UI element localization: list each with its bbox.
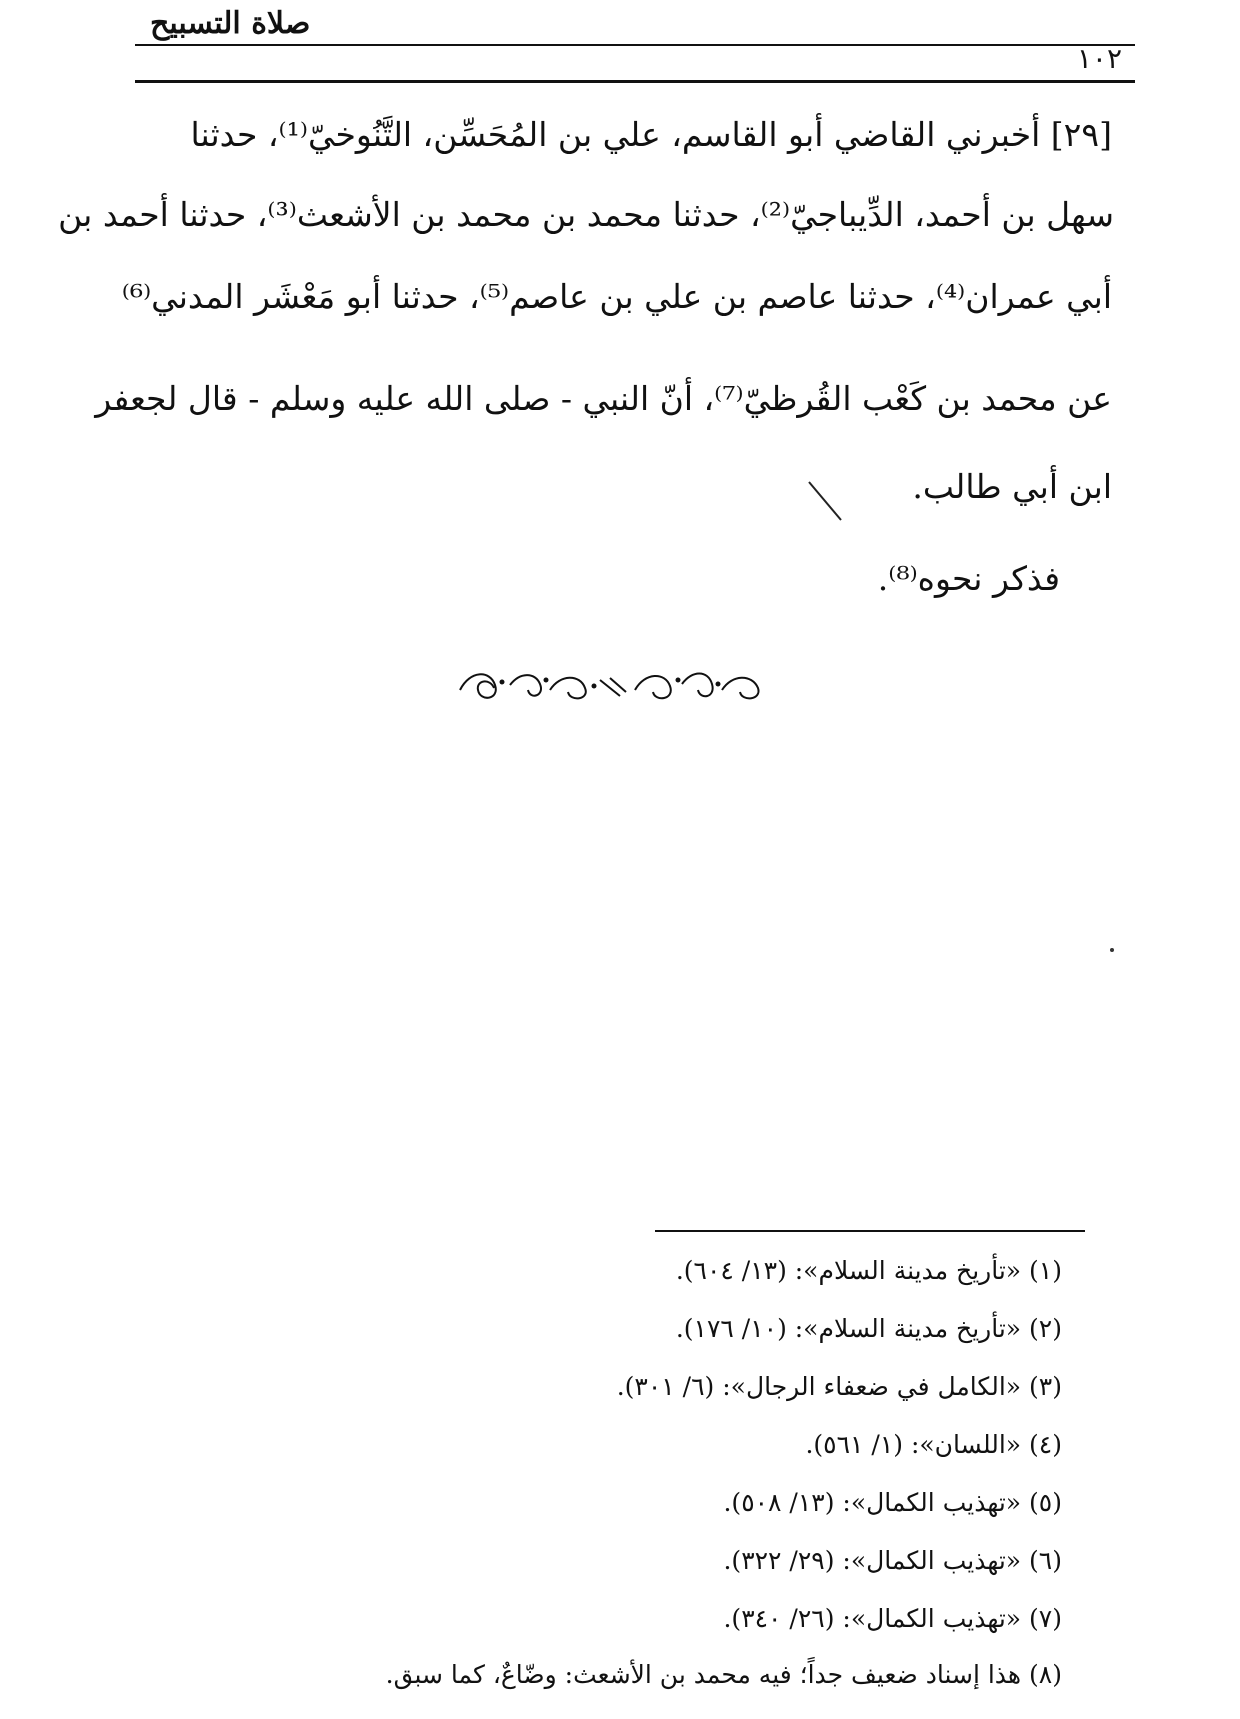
footnote: (٢) «تأريخ مدينة السلام»: (١٠/ ١٧٦). xyxy=(675,1314,1062,1343)
body-line: سهل بن أحمد، الدِّيباجيّ⁽²⁾، حدثنا محمد بن محمد بن الأشعث⁽³⁾، حدثنا أحمد بن xyxy=(58,195,1114,234)
footnote: (٧) «تهذيب الكمال»: (٢٦/ ٣٤٠). xyxy=(723,1604,1062,1633)
title-underline xyxy=(135,44,1135,46)
footnote-separator xyxy=(655,1230,1085,1232)
footnote: (٦) «تهذيب الكمال»: (٢٩/ ٣٢٢). xyxy=(723,1546,1062,1575)
header-rule xyxy=(135,80,1135,83)
footnote: (١) «تأريخ مدينة السلام»: (١٣/ ٦٠٤). xyxy=(675,1256,1062,1285)
ornament-divider xyxy=(450,660,770,710)
footnote: (٥) «تهذيب الكمال»: (١٣/ ٥٠٨). xyxy=(723,1488,1062,1517)
footnote: (٣) «الكامل في ضعفاء الرجال»: (٦/ ٣٠١). xyxy=(616,1372,1062,1401)
body-line: [٢٩] أخبرني القاضي أبو القاسم، علي بن المُحَسِّن، التَّنُوخيّ⁽¹⁾، حدثنا xyxy=(190,115,1112,154)
stray-dot xyxy=(1110,948,1114,952)
body-line: عن محمد بن كَعْب القُرظيّ⁽⁷⁾، أنّ النبي - صلى الله عليه وسلم - قال لجعفر xyxy=(95,379,1112,418)
running-title: صلاة التسبيح xyxy=(150,6,311,41)
body-line: أبي عمران⁽⁴⁾، حدثنا عاصم بن علي بن عاصم⁽⁵⁾، حدثنا أبو مَعْشَر المدني⁽⁶⁾ xyxy=(121,277,1112,316)
pen-mark xyxy=(805,480,845,522)
footnote: (٤) «اللسان»: (١/ ٥٦١). xyxy=(805,1430,1062,1459)
body-line: ابن أبي طالب. xyxy=(912,467,1112,506)
body-line: فذكر نحوه⁽⁸⁾. xyxy=(877,559,1060,598)
page-number: ١٠٢ xyxy=(1076,42,1122,75)
footnote: (٨) هذا إسناد ضعيف جداً؛ فيه محمد بن الأشعث: وضّاعٌ، كما سبق. xyxy=(385,1660,1062,1689)
